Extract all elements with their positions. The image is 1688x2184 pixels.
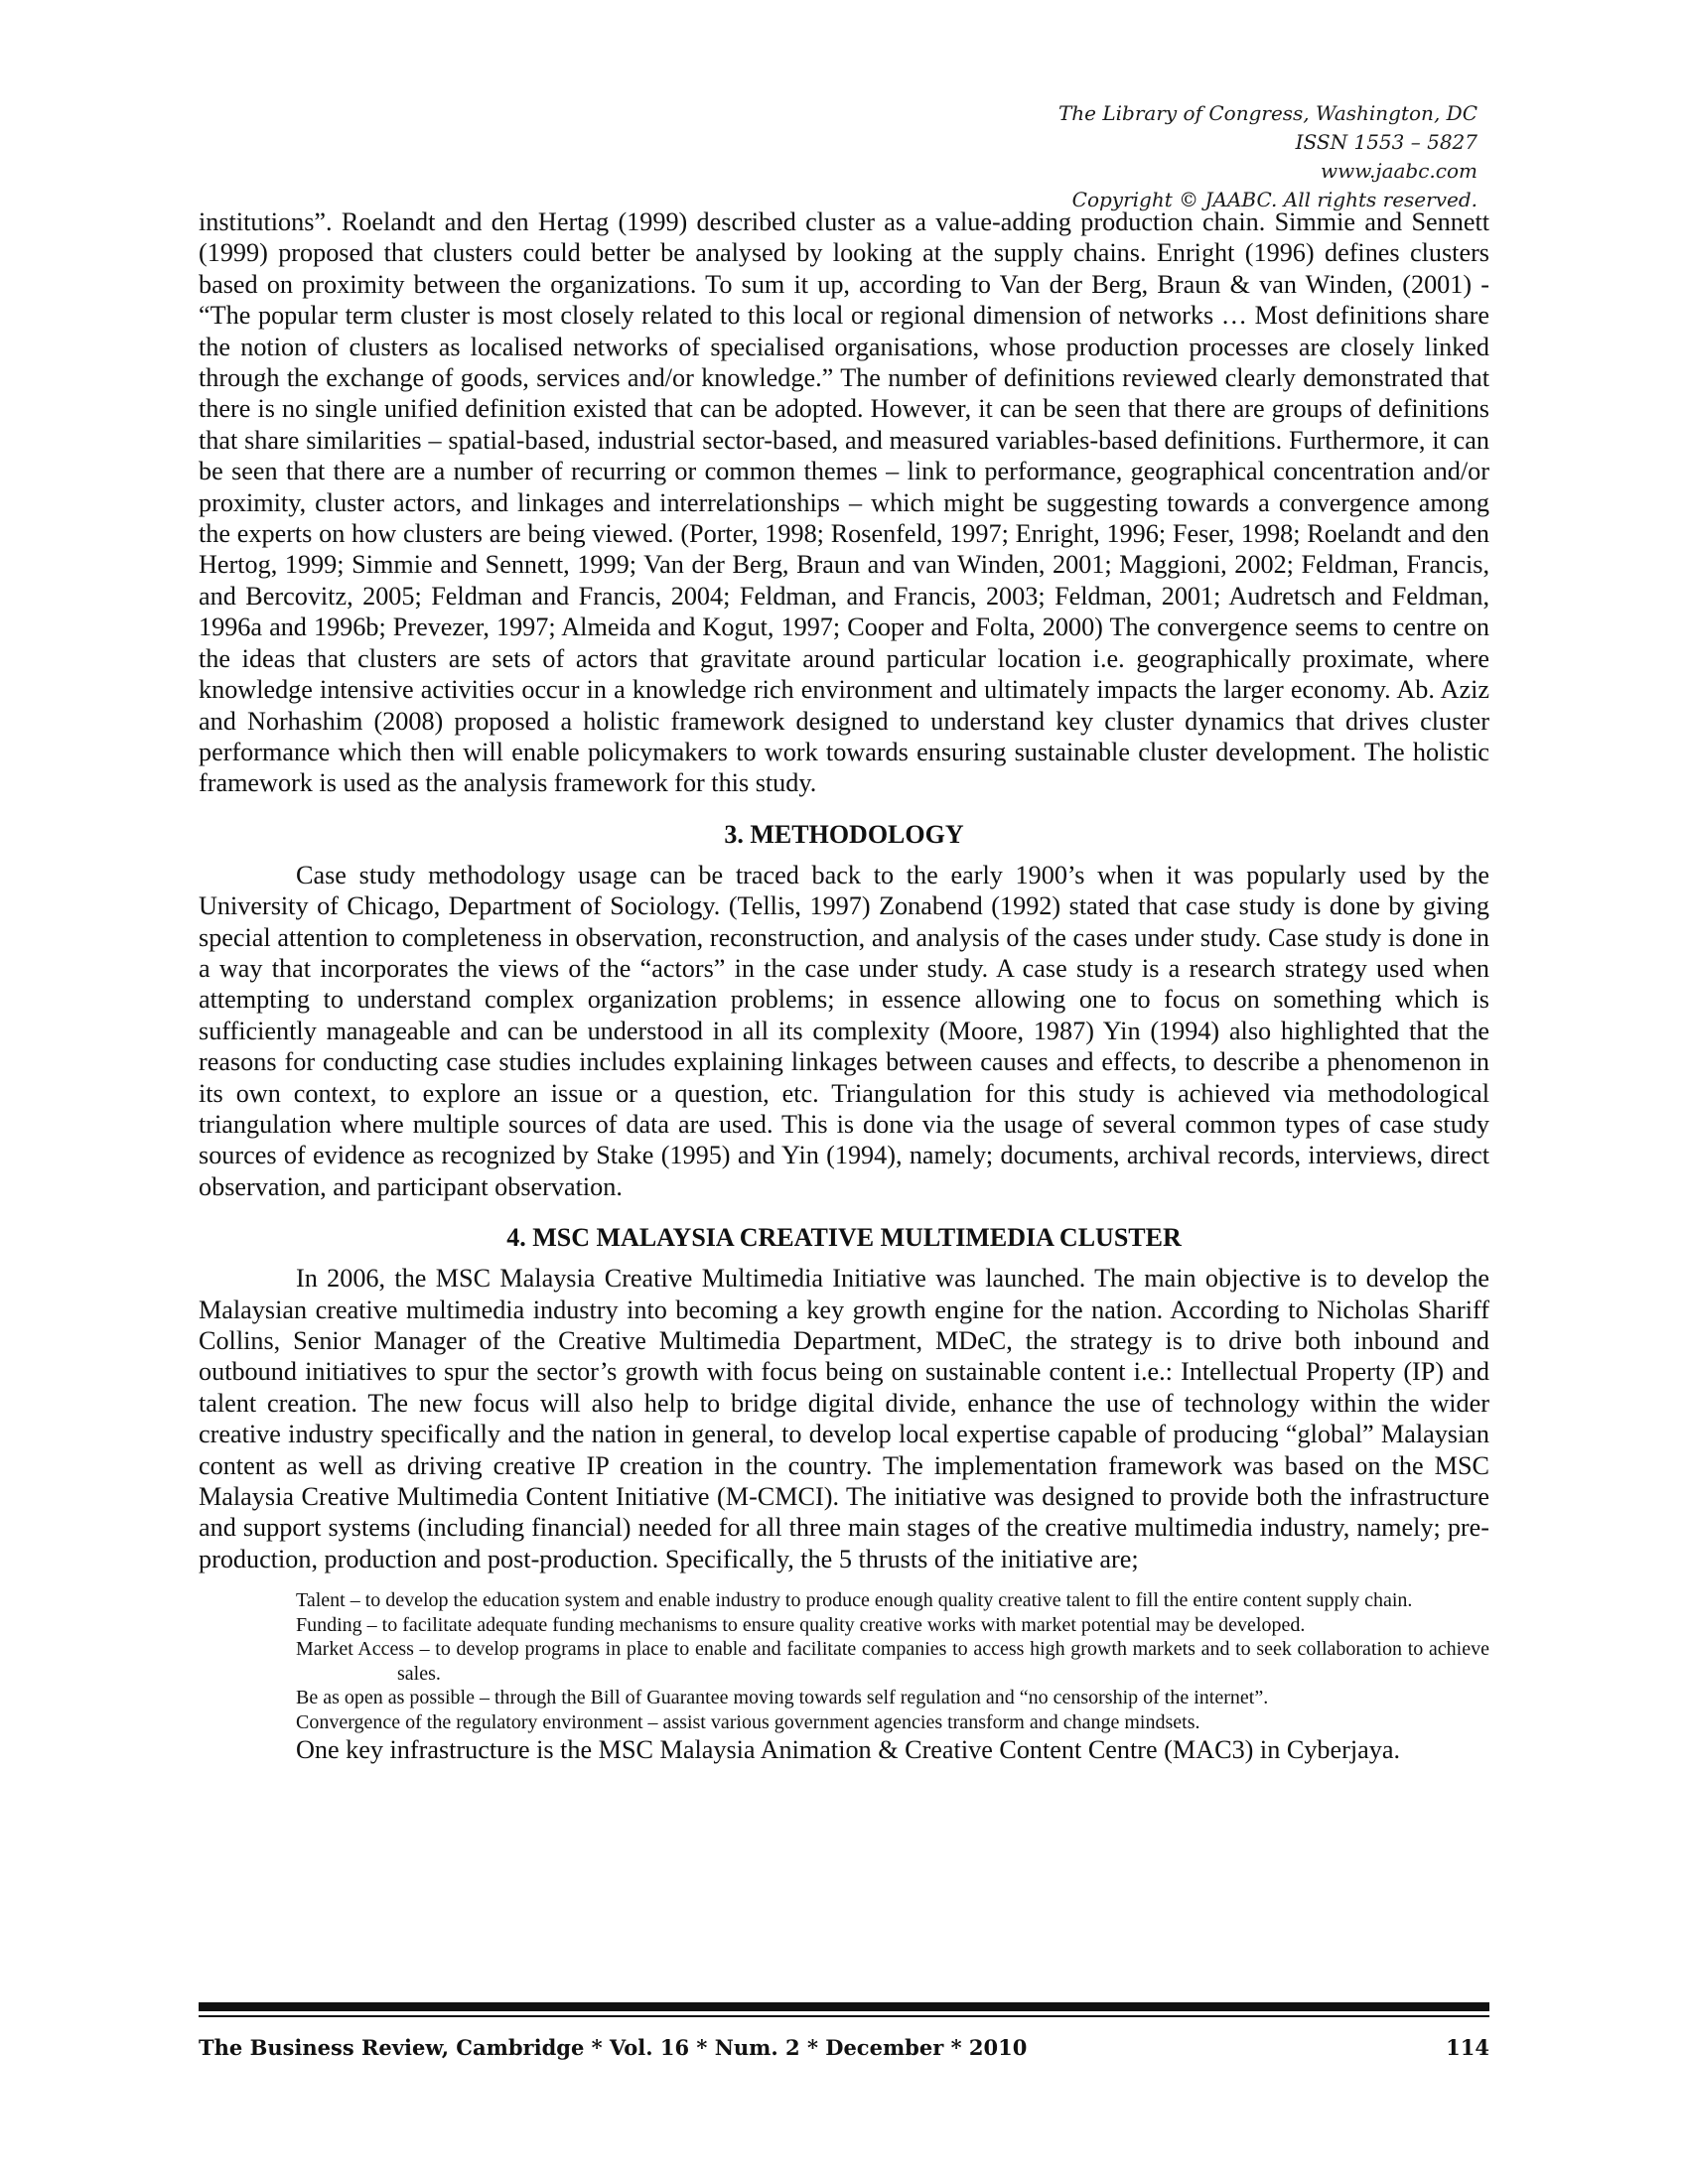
header-issn: ISSN 1553 – 5827	[1295, 130, 1477, 154]
header-library: The Library of Congress, Washington, DC	[1057, 101, 1477, 125]
section4-paragraph: In 2006, the MSC Malaysia Creative Multimedia Initiative was launched. The main objective is to develop the Malaysian creative multimedia industry into becoming a key growth engine for the nation. According to Nicholas Shariff Collins, Senior Manager of the Creative Multimedia Department, MDeC, the strategy is to drive both inbound and outbound initiatives to spur the sector’s growth with focus being on sustainable content i.e.: Intellectual Property (IP) and talent creation. The new focus will also help to bridge digital divide, enhance the use of technology within the wider creative industry specifically and the nation in general, to develop local expertise capable of producing “global” Malaysian content as well as driving creative IP creation in the country. The implementation framework was based on the MSC Malaysia Creative Multimedia Content Initiative (M-CMCI). The initiative was designed to provide both the infrastructure and support systems (including financial) needed for all three main stages of the creative multimedia industry, namely; pre-production, production and post-production. Specifically, the 5 thrusts of the initiative are;	[199, 1264, 1489, 1573]
thrust-item-market-access: Market Access – to develop programs in place to enable and facilitate companies to access high growth markets and to seek collaboration to achieve sales.	[296, 1638, 1489, 1685]
section4-heading: 4. MSC MALAYSIA CREATIVE MULTIMEDIA CLUSTER	[506, 1223, 1182, 1253]
thrust-item-convergence: Convergence of the regulatory environment – assist various government agencies transform and change mindsets.	[296, 1710, 1200, 1733]
header-copyright: Copyright © JAABC. All rights reserved.	[1071, 188, 1477, 211]
thrusts-list	[296, 1588, 1489, 1734]
page-number: 114	[1446, 2035, 1489, 2060]
footer-journal-info: The Business Review, Cambridge * Vol. 16 * Num. 2 * December * 2010	[199, 2035, 1028, 2060]
journal-header	[1058, 99, 1477, 214]
thrust-item-funding: Funding – to facilitate adequate funding mechanisms to ensure quality creative works with market potential may be developed.	[296, 1613, 1306, 1636]
article-body	[199, 206, 1489, 1766]
footer-rule-thin	[199, 2015, 1489, 2017]
thrust-item-openness: Be as open as possible – through the Bill of Guarantee moving towards self regulation and “no censorship of the internet”.	[296, 1687, 1269, 1709]
footer-rule-thick	[199, 2002, 1489, 2011]
header-website: www.jaabc.com	[1321, 159, 1477, 183]
thrust-item-talent: Talent – to develop the education system and enable industry to produce enough quality creative talent to fill the entire content supply chain.	[296, 1589, 1413, 1612]
section3-heading: 3. METHODOLOGY	[724, 819, 964, 849]
section2-paragraph: institutions”. Roelandt and den Hertag (1999) described cluster as a value-adding production chain. Simmie and Sennett (1999) proposed that clusters could better be analysed by looking at the supply chains. Enright (1996) defines clusters based on proximity between the organizations. To sum it up, according to Van der Berg, Braun & van Winden, (2001) - “The popular term cluster is most closely related to this local or regional dimension of networks … Most definitions share the notion of clusters as localised networks of specialised organisations, whose production processes are closely linked through the exchange of goods, services and/or knowledge.” The number of definitions reviewed clearly demonstrated that there is no single unified definition existed that can be adopted. However, it can be seen that there are groups of definitions that share similarities – spatial-based, industrial sector-based, and measured variables-based definitions. Furthermore, it can be seen that there are a number of recurring or common themes – link to performance, geographical concentration and/or proximity, cluster actors, and linkages and interrelationships – which might be suggesting towards a convergence among the experts on how clusters are being viewed. (Porter, 1998; Rosenfeld, 1997; Enright, 1996; Feser, 1998; Roelandt and den Hertog, 1999; Simmie and Sennett, 1999; Van der Berg, Braun and van Winden, 2001; Maggioni, 2002; Feldman, Francis, and Bercovitz, 2005; Feldman and Francis, 2004; Feldman, and Francis, 2003; Feldman, 2001; Audretsch and Feldman, 1996a and 1996b; Prevezer, 1997; Almeida and Kogut, 1997; Cooper and Folta, 2000) The convergence seems to centre on the ideas that clusters are sets of actors that gravitate around particular location i.e. geographically proximate, where knowledge intensive activities occur in a knowledge rich environment and ultimately impacts the larger economy. Ab. Aziz and Norhashim (2008) proposed a holistic framework designed to understand key cluster dynamics that drives cluster performance which then will enable policymakers to work towards ensuring sustainable cluster development. The holistic framework is used as the analysis framework for this study.	[199, 207, 1489, 798]
section3-paragraph: Case study methodology usage can be traced back to the early 1900’s when it was popularly used by the University of Chicago, Department of Sociology. (Tellis, 1997) Zonabend (1992) stated that case study is done by giving special attention to completeness in observation, reconstruction, and analysis of the cases under study. Case study is done in a way that incorporates the views of the “actors” in the case under study. A case study is a research strategy used when attempting to understand complex organization problems; in essence allowing one to focus on something which is sufficiently manageable and can be understood in all its complexity (Moore, 1987) Yin (1994) also highlighted that the reasons for conducting case studies includes explaining linkages between causes and effects, to describe a phenomenon in its own context, to explore an issue or a question, etc. Triangulation for this study is achieved via methodological triangulation where multiple sources of data are used. This is done via the usage of several common types of case study sources of evidence as recognized by Stake (1995) and Yin (1994), namely; documents, archival records, interviews, direct observation, and participant observation.	[199, 860, 1489, 1201]
closing-paragraph: One key infrastructure is the MSC Malaysia Animation & Creative Content Centre (MAC3) in Cyberjaya.	[296, 1735, 1401, 1765]
